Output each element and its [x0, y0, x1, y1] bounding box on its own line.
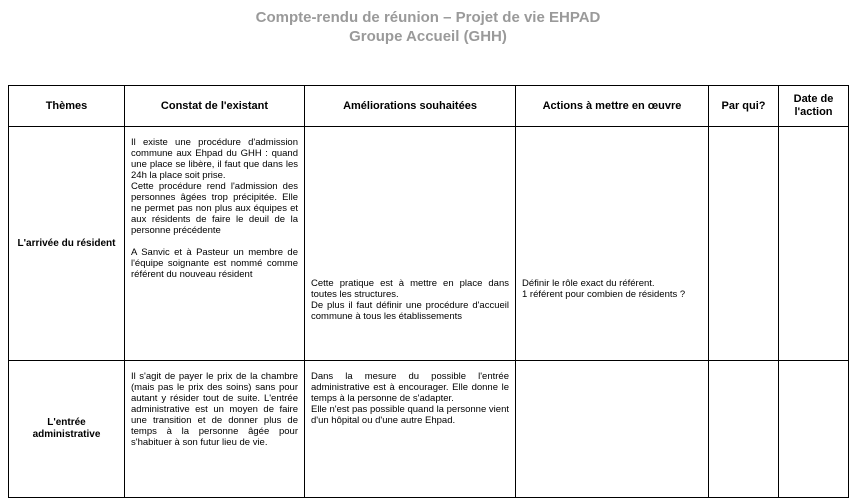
par-qui-cell — [709, 361, 779, 498]
header-ameliorations: Améliorations souhaitées — [305, 86, 516, 127]
amelioration-paragraph: Cette pratique est à mettre en place dans toutes les structures. — [311, 278, 509, 300]
date-cell — [779, 127, 849, 361]
par-qui-cell — [709, 127, 779, 361]
document-title — [0, 8, 856, 46]
table-row — [9, 127, 849, 361]
header-actions: Actions à mettre en œuvre — [516, 86, 709, 127]
title-line-1: Compte-rendu de réunion – Projet de vie EHPAD — [255, 9, 601, 26]
action-paragraph: Définir le rôle exact du référent. — [522, 278, 655, 289]
theme-cell: L'arrivée du résident — [9, 127, 125, 361]
header-themes: Thèmes — [9, 86, 125, 127]
ameliorations-cell — [305, 361, 516, 498]
constat-paragraph: A Sanvic et à Pasteur un membre de l'équipe soignante est nommé comme référent du nouveau résident — [131, 247, 298, 280]
header-par-qui: Par qui? — [709, 86, 779, 127]
header-constat: Constat de l'existant — [125, 86, 305, 127]
actions-cell — [516, 361, 709, 498]
constat-paragraph: Il s'agit de payer le prix de la chambre (mais pas le prix des soins) sans pour autant y résider tout de suite. L'entrée administrative est un moyen de faire une transition et de donner plus de temps à la personne âgée pour s'habituer à son futur lieu de vie. — [131, 371, 298, 448]
meeting-report-table — [8, 85, 849, 498]
constat-paragraph: Il existe une procédure d'admission commune aux Ehpad du GHH : quand une place se libère, il faut que dans les 24h la place soit prise. — [131, 137, 298, 181]
action-paragraph: 1 référent pour combien de résidents ? — [522, 289, 686, 300]
theme-cell: L'entrée administrative — [9, 361, 125, 498]
table-header-row — [9, 86, 849, 127]
constat-cell — [125, 361, 305, 498]
amelioration-paragraph: Elle n'est pas possible quand la personne vient d'un hôpital ou d'une autre Ehpad. — [311, 404, 509, 426]
ameliorations-cell — [305, 127, 516, 361]
amelioration-paragraph: Dans la mesure du possible l'entrée administrative est à encourager. Elle donne le temps à la personne de s'adapter. — [311, 371, 509, 404]
actions-cell — [516, 127, 709, 361]
constat-paragraph: Cette procédure rend l'admission des personnes âgées trop précipitée. Elle ne permet pas non plus aux équipes et aux résidents de faire le deuil de la personne précédente — [131, 181, 298, 236]
header-date: Date de l'action — [779, 86, 849, 127]
title-line-2: Groupe Accueil (GHH) — [349, 28, 507, 45]
date-cell — [779, 361, 849, 498]
constat-cell — [125, 127, 305, 361]
table-row — [9, 361, 849, 498]
amelioration-paragraph: De plus il faut définir une procédure d'accueil commune à tous les établissements — [311, 300, 509, 322]
